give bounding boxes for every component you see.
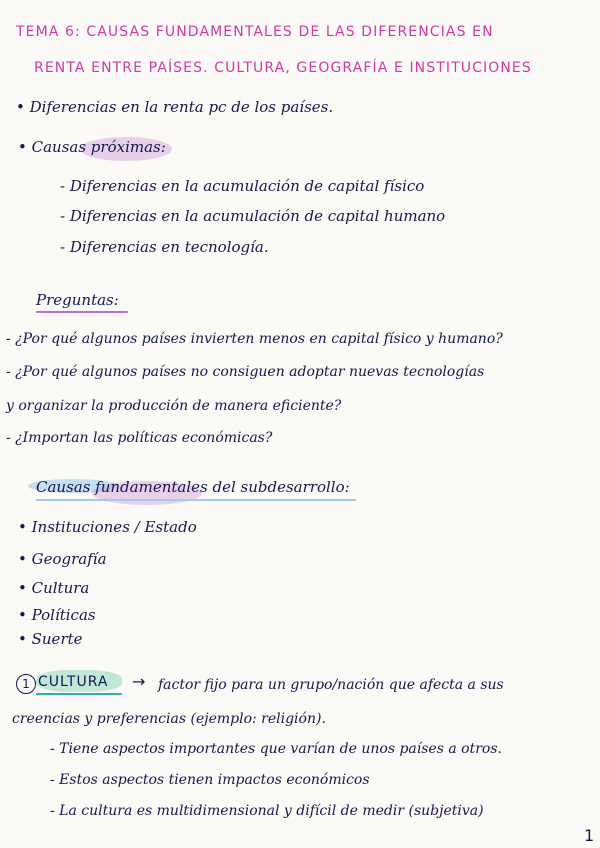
proximas-item-1: - Diferencias en la acumulación de capital físico: [60, 177, 425, 195]
proximas-item-2: - Diferencias en la acumulación de capital humano: [60, 207, 446, 225]
bullet-dot: •: [18, 630, 32, 648]
cultura-def-line-2: creencias y preferencias (ejemplo: religión).: [12, 711, 326, 727]
intro-text: Diferencias en la renta pc de los países.: [29, 98, 334, 116]
fundamentales-underline: [36, 499, 356, 501]
bullet-dot: •: [16, 98, 30, 116]
cultura-point-3: - La cultura es multidimensional y difícil de medir (subjetiva): [50, 803, 484, 819]
title-line-2: RENTA ENTRE PAÍSES. CULTURA, GEOGRAFÍA E INSTITUCIONES: [34, 60, 532, 76]
fundamental-item: [18, 629, 83, 649]
fundamentales-heading: Causas fundamentales del subdesarrollo:: [36, 478, 350, 496]
bullet-dot: •: [18, 518, 32, 536]
fundamental-item-label: Cultura: [31, 579, 90, 597]
cultura-def-line-1: factor fijo para un grupo/nación que afecta a sus: [158, 677, 504, 693]
pregunta-line-3: y organizar la producción de manera eficiente?: [6, 398, 342, 414]
proximas-heading-text: Causas próximas:: [31, 138, 166, 156]
cultura-label: CULTURA: [38, 674, 109, 690]
pregunta-line-4: - ¿Importan las políticas económicas?: [6, 430, 273, 446]
bullet-dot: •: [18, 579, 32, 597]
bullet-dot: •: [18, 138, 32, 156]
intro-bullet: [16, 97, 333, 117]
page-number: 1: [584, 826, 595, 845]
fundamental-item: [18, 549, 107, 569]
preguntas-heading: Preguntas:: [36, 291, 119, 309]
fundamental-item-label: Suerte: [31, 630, 83, 648]
title-line-1: TEMA 6: CAUSAS FUNDAMENTALES DE LAS DIFERENCIAS EN: [16, 24, 494, 40]
fundamental-item-label: Geografía: [31, 550, 107, 568]
cultura-underline: [36, 693, 122, 695]
fundamental-item: [18, 517, 197, 537]
fundamental-item-label: Políticas: [31, 606, 96, 624]
proximas-item-3: - Diferencias en tecnología.: [60, 238, 269, 256]
cultura-point-1: - Tiene aspectos importantes que varían de unos países a otros.: [50, 741, 502, 757]
fundamental-item: [18, 578, 89, 598]
section-number-circle: 1: [16, 674, 36, 694]
preguntas-underline: [36, 311, 128, 313]
bullet-dot: •: [18, 606, 32, 624]
pregunta-line-1: - ¿Por qué algunos países invierten menos en capital físico y humano?: [6, 331, 503, 347]
proximas-heading: [18, 137, 166, 157]
fundamental-item: [18, 605, 96, 625]
fundamental-item-label: Instituciones / Estado: [31, 518, 197, 536]
cultura-point-2: - Estos aspectos tienen impactos económicos: [50, 772, 370, 788]
pregunta-line-2: - ¿Por qué algunos países no consiguen adoptar nuevas tecnologías: [6, 364, 485, 380]
arrow-icon: →: [132, 672, 146, 691]
bullet-dot: •: [18, 550, 32, 568]
